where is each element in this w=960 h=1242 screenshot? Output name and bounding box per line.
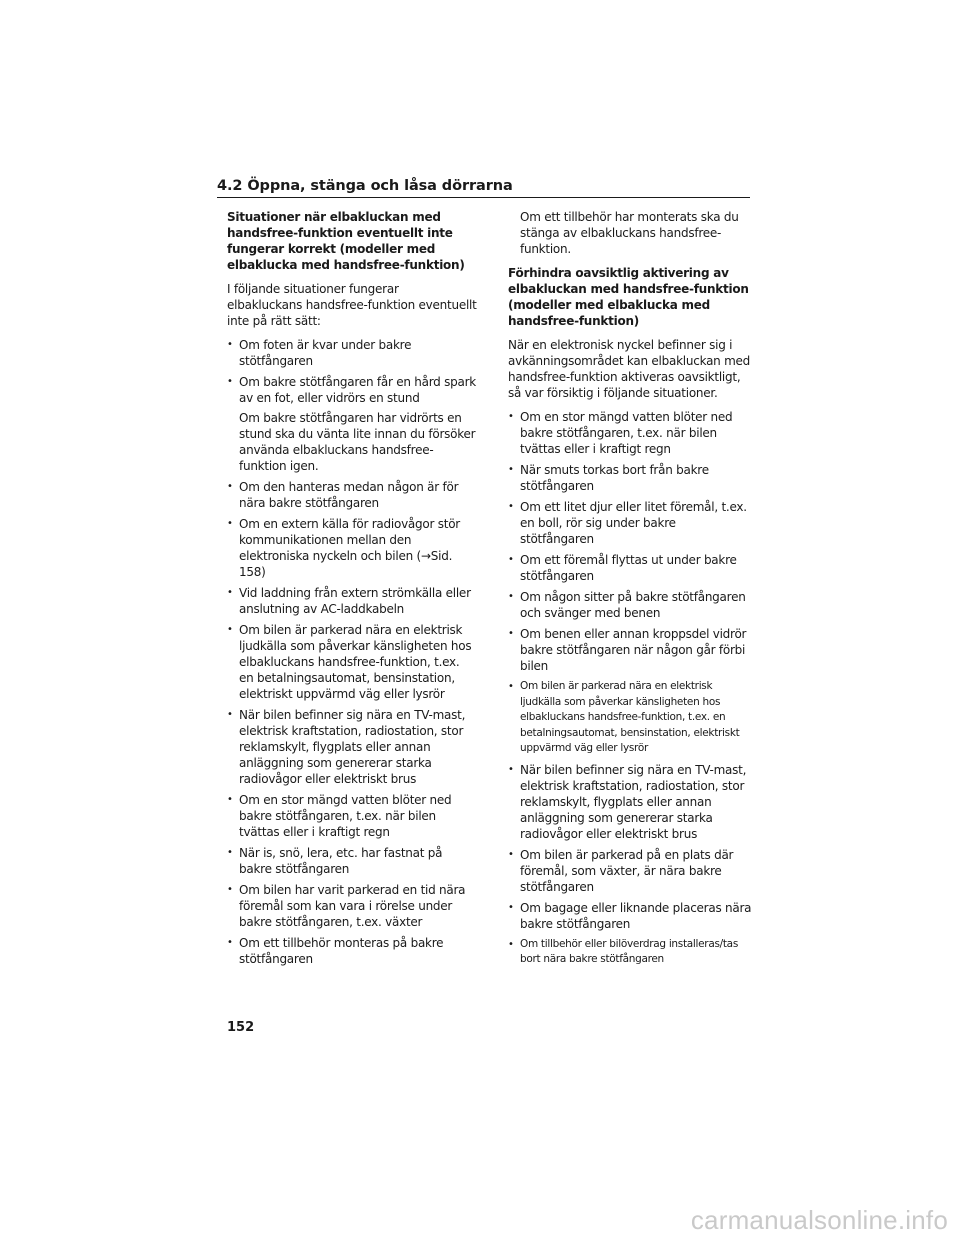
list-item-text: Om en stor mängd vatten blöter ned bakre stötfångaren, t.ex. när bilen tvättas eller i kraftigt regn xyxy=(239,793,452,839)
list-item-text: Om bilen har varit parkerad en tid nära föremål som kan vara i rörelse under bakre stötfångaren, t.ex. växter xyxy=(239,883,466,929)
list-item-text: Om bilen är parkerad nära en elektrisk ljudkälla som påverkar känsligheten hos elbakluckans handsfree-funktion, t.ex. en betalningsautomat, bensinstation, elektriskt uppvärmd väg eller lysrör xyxy=(520,680,740,754)
list-item xyxy=(508,552,752,584)
list-item-text: Om en stor mängd vatten blöter ned bakre stötfångaren, t.ex. när bilen tvättas eller i kraftigt regn xyxy=(520,410,733,456)
list-item-text: Vid laddning från extern strömkälla eller anslutning av AC-laddkabeln xyxy=(239,586,471,616)
list-item-text: Om ett föremål flyttas ut under bakre stötfångaren xyxy=(520,553,737,583)
section-header xyxy=(217,178,750,198)
right-column xyxy=(508,209,752,973)
list-item xyxy=(227,845,477,877)
list-item xyxy=(508,937,752,968)
list-item-text: Om bilen är parkerad på en plats där föremål, som växter, är nära bakre stötfångaren xyxy=(520,847,734,894)
left-heading: Situationer när elbakluckan med handsfree-funktion eventuellt inte fungerar korrekt (modeller med elbaklucka med handsfree-funktion) xyxy=(227,210,465,272)
list-item xyxy=(508,462,752,494)
right-intro: När en elektronisk nyckel befinner sig i avkänningsområdet kan elbakluckan med handsfree-funktion aktiveras oavsiktligt, så var försiktig i följande situationer. xyxy=(508,338,751,400)
page-number: 152 xyxy=(227,1020,255,1035)
right-heading: Förhindra oavsiktlig aktivering av elbakluckan med handsfree-funktion (modeller med elbaklucka med handsfree-funktion) xyxy=(508,266,749,328)
list-item xyxy=(227,707,477,787)
list-item-text: När bilen befinner sig nära en TV-mast, elektrisk kraftstation, radiostation, stor reklamskylt, flygplats eller annan anläggning som genererar starka radiovågor eller elektriskt brus xyxy=(239,708,466,786)
list-item xyxy=(227,935,477,967)
list-item xyxy=(508,900,752,932)
list-item xyxy=(227,374,477,474)
list-item xyxy=(227,516,477,580)
list-item xyxy=(508,626,752,674)
left-bullet-list xyxy=(227,337,477,967)
watermark: carmanualsonline.info xyxy=(690,1205,948,1235)
left-intro: I följande situationer fungerar elbakluckans handsfree-funktion eventuellt inte på rätt sätt: xyxy=(227,282,477,328)
list-item xyxy=(227,792,477,840)
list-item-text: Om den hanteras medan någon är för nära bakre stötfångaren xyxy=(239,480,459,510)
list-item-text: Om en extern källa för radiovågor stör kommunikationen mellan den elektroniska nyckeln och bilen (→Sid. 158) xyxy=(239,517,460,579)
list-item xyxy=(227,337,477,369)
right-continuation: Om ett tillbehör har monterats ska du stänga av elbakluckans handsfree-funktion. xyxy=(520,210,739,256)
list-item-text: När is, snö, lera, etc. har fastnat på bakre stötfångaren xyxy=(239,846,443,876)
list-item-text: Om bilen är parkerad nära en elektrisk ljudkälla som påverkar känsligheten hos elbakluckans handsfree-funktion, t.ex. en betalningsautomat, bensinstation, elektriskt uppvärmd väg eller lysrör xyxy=(239,623,472,701)
list-item xyxy=(508,499,752,547)
list-item xyxy=(508,679,752,757)
list-item-text: När bilen befinner sig nära en TV-mast, elektrisk kraftstation, radiostation, stor reklamskylt, flygplats eller annan anläggning som genererar starka radiovågor eller elektriskt brus xyxy=(520,762,747,841)
list-item xyxy=(508,762,752,842)
right-bullet-list xyxy=(508,409,752,968)
list-item-text: Om bagage eller liknande placeras nära bakre stötfångaren xyxy=(520,900,752,931)
list-item xyxy=(227,585,477,617)
list-item xyxy=(227,622,477,702)
list-item xyxy=(508,847,752,895)
list-item xyxy=(227,479,477,511)
list-item-text: Om tillbehör eller bilöverdrag installeras/tas bort nära bakre stötfångaren xyxy=(520,937,738,965)
list-item-note: Om bakre stötfångaren har vidrörts en stund ska du vänta lite innan du försöker använda elbakluckans handsfree-funktion igen. xyxy=(239,411,476,473)
list-item xyxy=(227,882,477,930)
list-item-text: Om ett tillbehör monteras på bakre stötfångaren xyxy=(239,936,444,966)
list-item xyxy=(508,589,752,621)
list-item-text: Om bakre stötfångaren får en hård spark av en fot, eller vidrörs en stund xyxy=(239,375,476,405)
section-title: 4.2 Öppna, stänga och låsa dörrarna xyxy=(217,178,513,194)
list-item-text: Om ett litet djur eller litet föremål, t.ex. en boll, rör sig under bakre stötfångaren xyxy=(520,500,747,546)
list-item-text: Om någon sitter på bakre stötfångaren och svänger med benen xyxy=(520,590,746,620)
list-item-text: När smuts torkas bort från bakre stötfångaren xyxy=(520,463,709,493)
list-item-text: Om benen eller annan kroppsdel vidrör bakre stötfångaren när någon går förbi bilen xyxy=(520,627,747,673)
left-column xyxy=(227,209,477,972)
list-item xyxy=(508,409,752,457)
list-item-text: Om foten är kvar under bakre stötfångaren xyxy=(239,338,412,368)
